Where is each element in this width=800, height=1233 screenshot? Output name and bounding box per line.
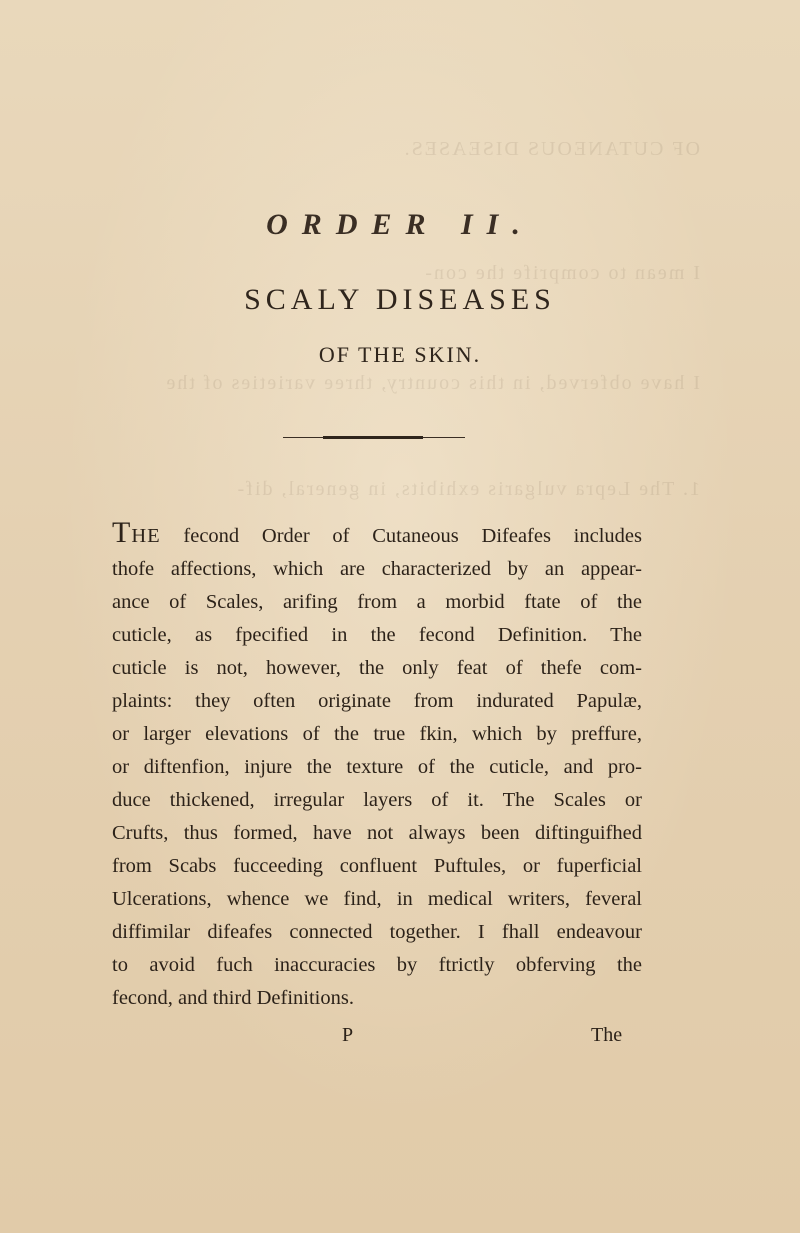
show-through-text: 1. The Lepra vulgaris exhibits, in general, dif- [235,478,700,500]
text-line: cuticle, as fpecified in the fecond Definition. The [112,624,642,646]
text-line: THE fecond Order of Cutaneous Difeafes includes [112,516,642,549]
text-line: Crufts, thus formed, have not always been diftinguifhed [112,822,642,844]
chapter-title: SCALY DISEASES [244,283,556,316]
text-line: diffimilar difeafes connected together. I fhall endeavour [112,921,642,943]
body-paragraph [112,516,642,1015]
text-line: duce thickened, irregular layers of it. The Scales or [112,789,642,811]
text-line: Ulcerations, whence we find, in medical writers, feveral [112,888,642,910]
chapter-subtitle: OF THE SKIN. [318,342,482,367]
drop-cap: T [112,516,131,549]
text-line: or larger elevations of the true fkin, which by preffure, [112,723,642,745]
show-through-text: I have obferved, in this country, three varieties of the [164,372,700,394]
text-line: or diftenfion, injure the texture of the cuticle, and pro- [112,756,642,778]
text-line: fecond, and third Definitions. [112,987,354,1009]
catchword: The [591,1024,623,1046]
signature-mark: P [342,1024,354,1046]
text-line: from Scabs fucceeding confluent Puftules, or fuperficial [112,855,642,877]
text-line: to avoid fuch inaccuracies by ftrictly obferving the [112,954,642,976]
order-heading: ORDER II. [266,208,534,241]
show-through-text: I mean to comprife the con- [423,262,700,284]
text-line: cuticle is not, however, the only feat of thefe com- [112,657,642,679]
show-through-text: OF CUTANEOUS DISEASES. [402,138,700,160]
text-line: plaints: they often originate from indurated Papulæ, [112,690,642,712]
decorative-rule [283,436,465,439]
text-line: thofe affections, which are characterized by an appear- [112,558,642,580]
text-line: ance of Scales, arifing from a morbid ftate of the [112,591,642,613]
